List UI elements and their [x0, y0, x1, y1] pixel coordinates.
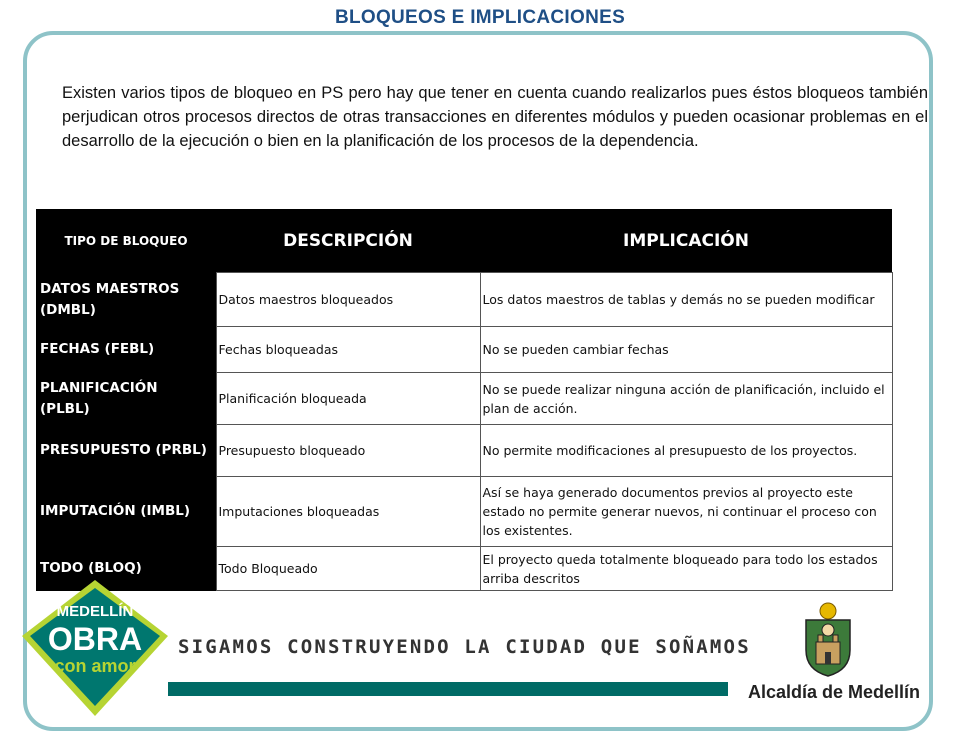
- tipo-cell: FECHAS (FEBL): [36, 327, 216, 373]
- descripcion-cell: Todo Bloqueado: [216, 547, 480, 591]
- intro-paragraph: Existen varios tipos de bloqueo en PS pero hay que tener en cuenta cuando realizarlos pues éstos bloqueos también perjudican otros procesos directos de otras transacciones en diferentes módulos y pueden ocasionar problemas en el desarrollo de la ejecución o bien en la planificación de los procesos de la dependencia.: [62, 84, 928, 150]
- tipo-cell: TODO (BLOQ): [36, 547, 216, 591]
- descripcion-cell: Planificación bloqueada: [216, 373, 480, 425]
- page-title: BLOQUEOS E IMPLICACIONES: [334, 7, 626, 28]
- implicacion-cell: No permite modificaciones al presupuesto de los proyectos.: [480, 425, 892, 477]
- tipo-cell: IMPUTACIÓN (IMBL): [36, 477, 216, 547]
- medellin-obra-logo: [20, 578, 170, 718]
- header-tipo: TIPO DE BLOQUEO: [36, 209, 216, 273]
- header-descripcion: DESCRIPCIÓN: [216, 209, 480, 273]
- slogan: SIGAMOS CONSTRUYENDO LA CIUDAD QUE SOÑAMOS: [178, 636, 751, 658]
- blocks-table: [36, 209, 893, 591]
- tipo-cell: PRESUPUESTO (PRBL): [36, 425, 216, 477]
- implicacion-cell: Los datos maestros de tablas y demás no se pueden modificar: [480, 273, 892, 327]
- tipo-cell: PLANIFICACIÓN (PLBL): [36, 373, 216, 425]
- footer-band: [168, 682, 728, 696]
- implicacion-cell: No se pueden cambiar fechas: [480, 327, 892, 373]
- table-row: [36, 425, 892, 477]
- coat-of-arms-icon: [798, 602, 858, 678]
- logo-line-obra: OBRA: [47, 621, 143, 657]
- table-row: [36, 373, 892, 425]
- tipo-cell: DATOS MAESTROS (DMBL): [36, 273, 216, 327]
- logo-line-medellin: MEDELLÍN: [56, 603, 134, 620]
- descripcion-cell: Datos maestros bloqueados: [216, 273, 480, 327]
- table-row: [36, 273, 892, 327]
- table-row: [36, 327, 892, 373]
- descripcion-cell: Presupuesto bloqueado: [216, 425, 480, 477]
- table-header-row: [36, 209, 892, 273]
- table-row: [36, 477, 892, 547]
- header-implicacion: IMPLICACIÓN: [480, 209, 892, 273]
- implicacion-cell: El proyecto queda totalmente bloqueado para todo los estados arriba descritos: [480, 547, 892, 591]
- alcaldia-label: Alcaldía de Medellín: [748, 682, 921, 702]
- implicacion-cell: No se puede realizar ninguna acción de planificación, incluido el plan de acción.: [480, 373, 892, 425]
- logo-line-con-amor: con amor: [54, 656, 136, 676]
- descripcion-cell: Imputaciones bloqueadas: [216, 477, 480, 547]
- implicacion-cell: Así se haya generado documentos previos al proyecto este estado no permite generar nuevos, ni continuar el proceso con los existentes.: [480, 477, 892, 547]
- descripcion-cell: Fechas bloqueadas: [216, 327, 480, 373]
